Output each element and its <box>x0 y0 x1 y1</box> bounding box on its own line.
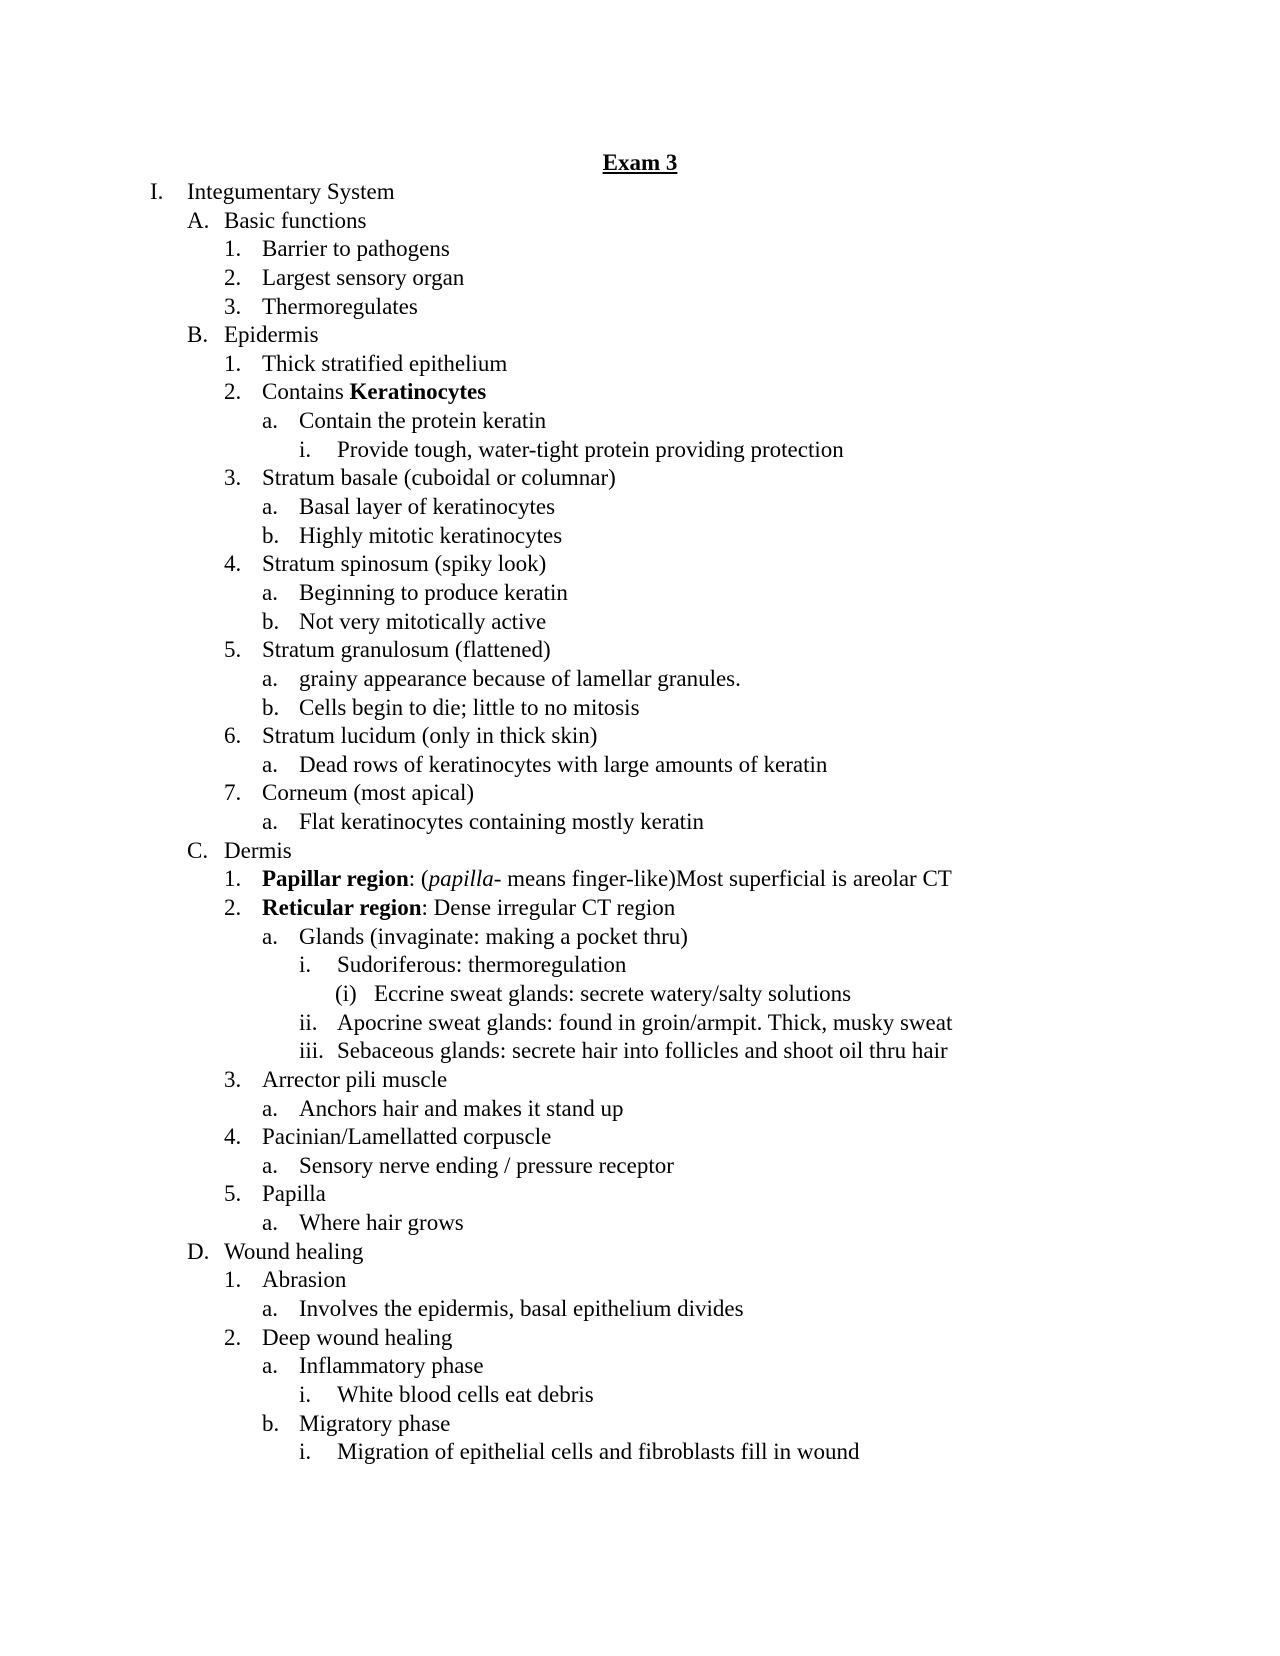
outline-text <box>337 1381 594 1410</box>
outline-text-body: Barrier to pathogens <box>262 236 450 262</box>
outline-text-body: Not very mitotically active <box>299 608 547 634</box>
outline-item <box>0 751 1280 780</box>
outline-text-body: Provide tough, water-tight protein providing protection <box>337 436 844 462</box>
outline-text-body: Glands (invaginate: making a pocket thru) <box>299 923 688 949</box>
outline-text <box>262 1324 452 1353</box>
outline-text-body: Deep wound healing <box>262 1324 453 1350</box>
outline-text-body: Flat keratinocytes containing mostly keratin <box>299 809 704 835</box>
outline-item <box>0 1123 1280 1152</box>
outline-marker: a. <box>262 579 278 605</box>
outline-marker: 3. <box>224 293 242 319</box>
outline-item <box>0 608 1280 637</box>
outline-text <box>337 1009 952 1038</box>
outline-item <box>0 178 1280 207</box>
outline-text <box>262 264 464 293</box>
outline-marker: i. <box>299 1381 312 1407</box>
outline-text-body: Corneum (most apical) <box>262 780 475 806</box>
outline-item <box>0 894 1280 923</box>
outline-text-body: Stratum spinosum (spiky look) <box>262 551 547 577</box>
outline-text-body: Wound healing <box>224 1238 364 1264</box>
outline-text <box>262 779 474 808</box>
outline-text <box>299 493 555 522</box>
outline-text-body: - means finger-like)Most superficial is areolar CT <box>493 866 952 892</box>
outline-text-body: Epidermis <box>224 322 319 348</box>
outline-text-body: Dead rows of keratinocytes with large amounts of keratin <box>299 751 828 777</box>
outline-marker: 3. <box>224 1066 242 1092</box>
outline-item <box>0 837 1280 866</box>
outline-italic-term: papilla <box>428 866 494 892</box>
outline-bold-term: Keratinocytes <box>349 379 487 405</box>
outline-text-mid: : ( <box>408 866 429 892</box>
outline-text <box>262 1066 447 1095</box>
outline-text-body: Migratory phase <box>299 1410 451 1436</box>
outline-marker: i. <box>299 436 312 462</box>
outline-item <box>0 951 1280 980</box>
outline-marker: 2. <box>224 379 242 405</box>
outline-text <box>337 951 626 980</box>
outline-item <box>0 464 1280 493</box>
page-title: Exam 3 <box>602 150 678 175</box>
outline-item <box>0 407 1280 436</box>
outline-text-body: Inflammatory phase <box>299 1353 484 1379</box>
outline-text-body: Pacinian/Lamellatted corpuscle <box>262 1124 552 1150</box>
outline-item <box>0 579 1280 608</box>
outline-item <box>0 865 1280 894</box>
outline-item <box>0 1037 1280 1066</box>
outline-marker: b. <box>262 522 280 548</box>
outline-text-body: Apocrine sweat glands: found in groin/armpit. Thick, musky sweat <box>337 1009 953 1035</box>
outline-text-body: Migration of epithelial cells and fibroblasts fill in wound <box>337 1439 860 1465</box>
outline-text-body: White blood cells eat debris <box>337 1381 594 1407</box>
outline-item <box>0 808 1280 837</box>
outline-text-body: Sensory nerve ending / pressure receptor <box>299 1152 674 1178</box>
outline-bold-term: Reticular region <box>262 895 422 921</box>
outline-text-prefix: Contains <box>262 379 350 405</box>
outline-marker: 3. <box>224 465 242 491</box>
outline-text <box>299 579 568 608</box>
outline-text-body: Abrasion <box>262 1267 347 1293</box>
outline-item <box>0 1324 1280 1353</box>
outline-text <box>262 722 597 751</box>
outline-item <box>0 1266 1280 1295</box>
outline-text-body: Sebaceous glands: secrete hair into follicles and shoot oil thru hair <box>337 1038 948 1064</box>
outline-marker: a. <box>262 665 278 691</box>
outline-text <box>299 522 562 551</box>
outline-text-body: Basic functions <box>224 207 367 233</box>
outline-marker: 2. <box>224 1324 242 1350</box>
outline-marker: a. <box>262 1095 278 1121</box>
outline-text-body: Thermoregulates <box>262 293 418 319</box>
outline-list <box>0 178 1280 1467</box>
outline-marker: a. <box>262 408 278 434</box>
outline-text <box>299 1152 674 1181</box>
outline-text-body: Involves the epidermis, basal epithelium divides <box>299 1295 744 1321</box>
outline-item <box>0 350 1280 379</box>
outline-text <box>262 865 952 894</box>
outline-text-body: Integumentary System <box>187 179 395 204</box>
outline-item <box>0 1152 1280 1181</box>
outline-marker: ii. <box>299 1009 318 1035</box>
outline-text <box>262 378 486 407</box>
outline-marker: B. <box>187 322 209 348</box>
outline-marker: a. <box>262 1353 278 1379</box>
outline-item <box>0 694 1280 723</box>
outline-marker: 5. <box>224 1181 242 1207</box>
outline-item <box>0 722 1280 751</box>
outline-marker: 2. <box>224 264 242 290</box>
outline-text-body: Highly mitotic keratinocytes <box>299 522 563 548</box>
outline-text <box>224 321 319 350</box>
outline-text <box>262 1266 346 1295</box>
outline-text <box>299 1209 464 1238</box>
outline-item <box>0 293 1280 322</box>
outline-item <box>0 779 1280 808</box>
outline-text <box>299 751 827 780</box>
outline-item <box>0 1381 1280 1410</box>
outline-text <box>262 293 418 322</box>
outline-marker: I. <box>150 179 164 204</box>
outline-text <box>299 1295 744 1324</box>
outline-marker: i. <box>299 1439 312 1465</box>
outline-text-body: Cells begin to die; little to no mitosis <box>299 694 640 720</box>
outline-marker: a. <box>262 923 278 949</box>
outline-text <box>224 207 366 236</box>
outline-text <box>262 1123 551 1152</box>
outline-marker: a. <box>262 751 278 777</box>
outline-marker: 4. <box>224 551 242 577</box>
outline-text <box>299 407 546 436</box>
outline-item <box>0 1238 1280 1267</box>
outline-marker: 5. <box>224 637 242 663</box>
outline-bold-term: Papillar region <box>262 866 409 892</box>
outline-item <box>0 980 1280 1009</box>
outline-item <box>0 264 1280 293</box>
outline-text <box>299 1410 450 1439</box>
outline-text-body: Thick stratified epithelium <box>262 350 508 376</box>
outline-marker: a. <box>262 494 278 520</box>
outline-text-body: Contain the protein keratin <box>299 408 547 434</box>
outline-text <box>262 350 507 379</box>
outline-text-body: Eccrine sweat glands: secrete watery/salty solutions <box>374 980 852 1006</box>
outline-marker: 4. <box>224 1124 242 1150</box>
outline-item <box>0 378 1280 407</box>
outline-text <box>337 1438 860 1467</box>
outline-item <box>0 550 1280 579</box>
outline-text <box>224 837 292 866</box>
outline-text <box>262 235 450 264</box>
outline-marker: a. <box>262 1295 278 1321</box>
outline-text-body: Papilla <box>262 1181 326 1207</box>
outline-marker: i. <box>299 952 312 978</box>
outline-text <box>224 1238 363 1267</box>
outline-item <box>0 1180 1280 1209</box>
outline-item <box>0 207 1280 236</box>
outline-text-body: Arrector pili muscle <box>262 1066 448 1092</box>
outline-text-body: Sudoriferous: thermoregulation <box>337 952 627 978</box>
outline-text-body: Beginning to produce keratin <box>299 579 568 605</box>
outline-text <box>374 980 851 1009</box>
outline-marker: A. <box>187 207 210 233</box>
outline-marker: C. <box>187 837 209 863</box>
outline-text-body: : Dense irregular CT region <box>421 895 676 921</box>
outline-text-body: Largest sensory organ <box>262 264 465 290</box>
outline-text-body: Stratum basale (cuboidal or columnar) <box>262 465 616 491</box>
outline-text <box>262 636 551 665</box>
outline-item <box>0 1352 1280 1381</box>
outline-item <box>0 1095 1280 1124</box>
outline-text-body: Basal layer of keratinocytes <box>299 494 556 520</box>
outline-text-body: Stratum lucidum (only in thick skin) <box>262 723 598 749</box>
outline-marker: b. <box>262 1410 280 1436</box>
outline-text <box>299 608 546 637</box>
outline-marker: 1. <box>224 1267 242 1293</box>
outline-item <box>0 1295 1280 1324</box>
outline-item <box>0 522 1280 551</box>
outline-marker: 1. <box>224 236 242 262</box>
outline-text <box>299 1095 623 1124</box>
outline-marker: 6. <box>224 723 242 749</box>
outline-item <box>0 1209 1280 1238</box>
outline-item <box>0 665 1280 694</box>
outline-marker: 7. <box>224 780 242 806</box>
outline-text-body: Anchors hair and makes it stand up <box>299 1095 624 1121</box>
outline-text-body: Dermis <box>224 837 292 863</box>
outline-marker: 1. <box>224 350 242 376</box>
outline-text <box>299 694 640 723</box>
outline-text <box>262 894 675 923</box>
outline-text-body: Stratum granulosum (flattened) <box>262 637 551 663</box>
outline-text <box>262 1180 326 1209</box>
outline-marker: iii. <box>299 1038 324 1064</box>
outline-item <box>0 1438 1280 1467</box>
outline-text <box>299 808 704 837</box>
outline-marker: 2. <box>224 895 242 921</box>
outline-text <box>262 550 546 579</box>
outline-marker: b. <box>262 608 280 634</box>
outline-text <box>262 464 616 493</box>
outline-text <box>299 1352 484 1381</box>
outline-item <box>0 436 1280 465</box>
outline-text <box>337 1037 948 1066</box>
outline-marker: (i) <box>335 980 357 1006</box>
outline-text <box>299 665 741 694</box>
outline-item <box>0 235 1280 264</box>
outline-marker: D. <box>187 1238 210 1264</box>
outline-item <box>0 1410 1280 1439</box>
outline-item <box>0 1066 1280 1095</box>
outline-item <box>0 923 1280 952</box>
outline-marker: b. <box>262 694 280 720</box>
outline-marker: 1. <box>224 866 242 892</box>
outline-marker: a. <box>262 1210 278 1236</box>
outline-text-body: Where hair grows <box>299 1210 464 1236</box>
outline-item <box>0 321 1280 350</box>
outline-text-body: grainy appearance because of lamellar granules. <box>299 665 741 691</box>
outline-text <box>187 178 395 207</box>
outline-item <box>0 636 1280 665</box>
outline-item <box>0 493 1280 522</box>
outline-item <box>0 1009 1280 1038</box>
outline-marker: a. <box>262 809 278 835</box>
outline-marker: a. <box>262 1152 278 1178</box>
outline-text <box>299 923 688 952</box>
outline-text <box>337 436 844 465</box>
